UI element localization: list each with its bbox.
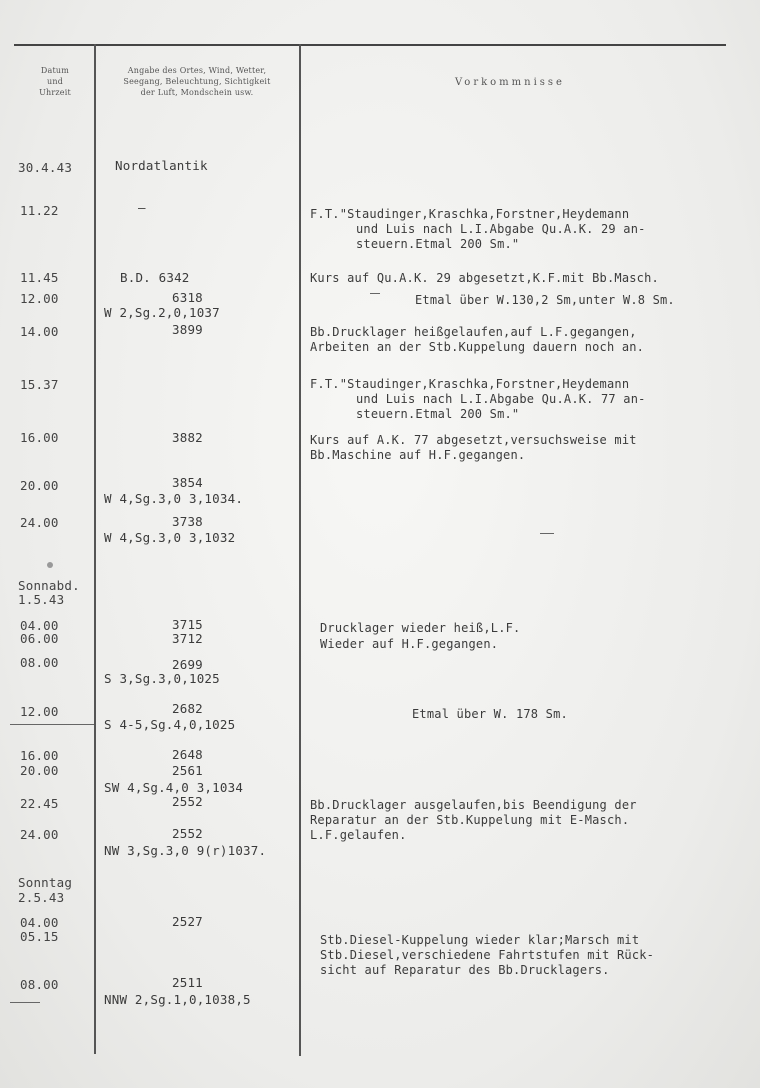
entry-location: 3882 xyxy=(172,430,203,445)
entry-location: 2648 xyxy=(172,747,203,762)
entry-location: 3854 xyxy=(172,475,203,490)
entry-location: 2699 xyxy=(172,657,203,672)
entry-time: 20.00 xyxy=(20,478,59,493)
day-date: 1.5.43 xyxy=(18,592,65,607)
entry-time: 08.00 xyxy=(20,655,59,670)
header-time: Datum und Uhrzeit xyxy=(39,66,71,97)
weather-data: W 4,Sg.3,0 3,1034. xyxy=(104,491,244,506)
entry-remark: Drucklager wieder heiß,L.F. xyxy=(320,621,521,635)
entry-time: 24.00 xyxy=(20,515,59,530)
entry-location: B.D. 6342 xyxy=(120,270,190,285)
entry-location: 2511 xyxy=(172,975,203,990)
entry-time: 22.45 xyxy=(20,796,59,811)
weather-data: NNW 2,Sg.1,0,1038,5 xyxy=(104,992,251,1007)
entry-location: 6318 xyxy=(172,290,203,305)
entry-time: 20.00 xyxy=(20,763,59,778)
entry-remark: Kurs auf A.K. 77 abgesetzt,versuchsweise mit Bb.Maschine auf H.F.gegangen. xyxy=(310,433,637,462)
row-separator xyxy=(10,724,94,725)
header-remarks: Vorkommnisse xyxy=(455,77,565,88)
entry-remark: Etmal über W.130,2 Sm,unter W.8 Sm. xyxy=(415,293,675,307)
column-divider-1 xyxy=(94,44,96,1054)
dash-mark xyxy=(540,533,554,534)
header-place: Angabe des Ortes, Wind, Wetter, Seegang, Beleuchtung, Sichtigkeit der Luft, Mondschein usw. xyxy=(123,66,271,97)
entry-remark: Bb.Drucklager ausgelaufen,bis Beendigung der Reparatur an der Stb.Kuppelung mit E-Masch. L.F.gelaufen. xyxy=(310,798,637,842)
weather-data: NW 3,Sg.3,0 9(r)1037. xyxy=(104,843,267,858)
entry-time: 12.00 xyxy=(20,704,59,719)
entry-time: 16.00 xyxy=(20,748,59,763)
entry-location: 2561 xyxy=(172,763,203,778)
entry-time: 24.00 xyxy=(20,827,59,842)
dash-mark xyxy=(370,293,380,294)
entry-location: 3899 xyxy=(172,322,203,337)
entry-remark: Bb.Drucklager heißgelaufen,auf L.F.gegangen, Arbeiten an der Stb.Kuppelung dauern noch an. xyxy=(310,325,645,354)
entry-remark: Wieder auf H.F.gegangen. xyxy=(320,637,499,651)
entry-location: 3715 xyxy=(172,617,203,632)
weather-data: W 2,Sg.2,0,1037 xyxy=(104,305,220,320)
entry-time: 05.15 xyxy=(20,929,59,944)
day-label: Sonntag xyxy=(18,875,73,890)
weather-data: S 4-5,Sg.4,0,1025 xyxy=(104,717,236,732)
entry-time: 11.45 xyxy=(20,270,59,285)
entry-remark: Stb.Diesel-Kuppelung wieder klar;Marsch mit Stb.Diesel,verschiedene Fahrtstufen mit Rück- sicht auf Reparatur des Bb.Drucklagers. xyxy=(320,933,655,977)
entry-location: Nordatlantik xyxy=(115,158,208,173)
entry-time: 08.00 xyxy=(20,977,59,992)
entry-time: 04.00 xyxy=(20,618,59,633)
column-divider-2 xyxy=(299,44,301,1056)
entry-location: 2552 xyxy=(172,826,203,841)
entry-location: 3712 xyxy=(172,631,203,646)
entry-location: 2682 xyxy=(172,701,203,716)
weather-data: SW 4,Sg.4,0 3,1034 xyxy=(104,780,244,795)
entry-time: 16.00 xyxy=(20,430,59,445)
top-rule xyxy=(14,44,726,46)
entry-remark: Kurs auf Qu.A.K. 29 abgesetzt,K.F.mit Bb.Masch. xyxy=(310,271,659,285)
entry-time: 06.00 xyxy=(20,631,59,646)
entry-remark: F.T."Staudinger,Kraschka,Forstner,Heydemann und Luis nach L.I.Abgabe Qu.A.K. 29 an- steuern.Etmal 200 Sm." xyxy=(310,207,646,251)
entry-time: 30.4.43 xyxy=(18,160,73,175)
weather-data: S 3,Sg.3,0,1025 xyxy=(104,671,220,686)
entry-location: 3738 xyxy=(172,514,203,529)
entry-location: 2527 xyxy=(172,914,203,929)
entry-remark: F.T."Staudinger,Kraschka,Forstner,Heydemann und Luis nach L.I.Abgabe Qu.A.K. 77 an- steuern.Etmal 200 Sm." xyxy=(310,377,646,421)
day-label: Sonnabd. xyxy=(18,578,80,593)
weather-data: W 4,Sg.3,0 3,1032 xyxy=(104,530,236,545)
row-separator xyxy=(10,1002,40,1003)
ink-blot xyxy=(47,562,53,568)
entry-time: 12.00 xyxy=(20,291,59,306)
entry-location: 2552 xyxy=(172,794,203,809)
entry-time: 04.00 xyxy=(20,915,59,930)
entry-time: 15.37 xyxy=(20,377,59,392)
day-date: 2.5.43 xyxy=(18,890,65,905)
entry-remark: Etmal über W. 178 Sm. xyxy=(412,707,568,721)
entry-location: – xyxy=(138,200,146,215)
entry-time: 11.22 xyxy=(20,203,59,218)
entry-time: 14.00 xyxy=(20,324,59,339)
